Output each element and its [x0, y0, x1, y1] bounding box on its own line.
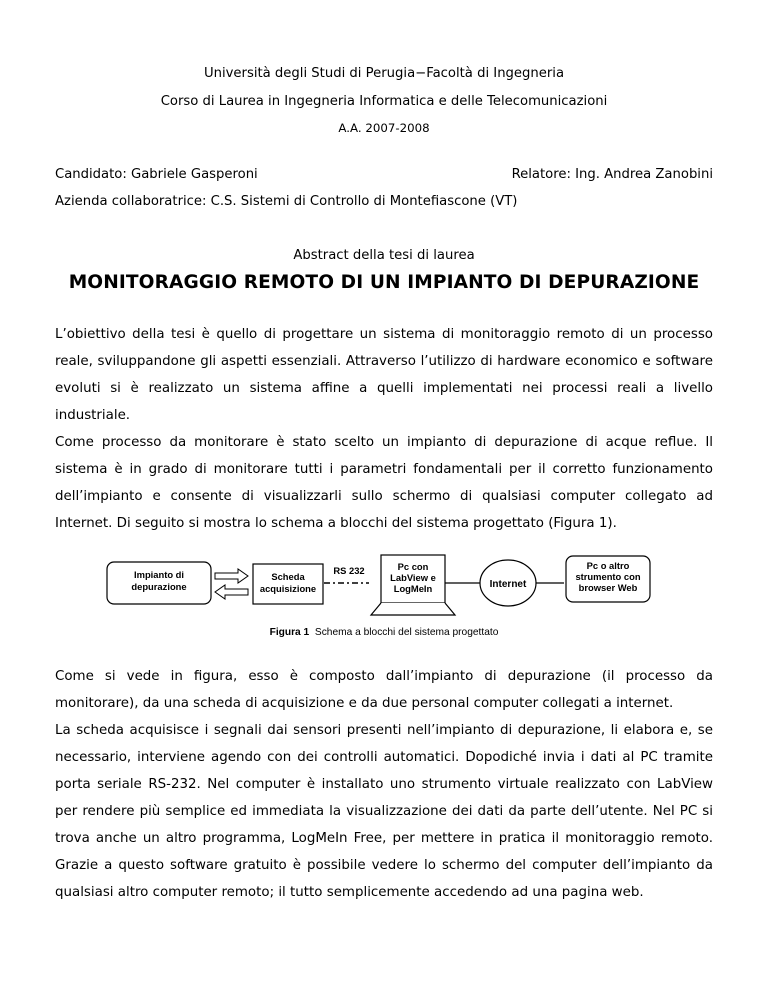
laptop-base-icon: [371, 603, 455, 615]
supervisor: Relatore: Ing. Andrea Zanobini: [511, 167, 713, 182]
text-line: La scheda acquisisce i segnali dai sensori presenti nell’impianto di depurazione, li elabora e, se: [55, 723, 713, 738]
text-line: monitorare), da una scheda di acquisizione e da due personal computer collegati a internet.: [55, 696, 674, 711]
block-pc-label-2: LabView e: [390, 572, 436, 583]
paragraph-objective: [55, 321, 713, 429]
text-line: L’obiettivo della tesi è quello di progettare un sistema di monitoraggio remoto di un processo: [55, 327, 713, 342]
text-line: Come si vede in figura, esso è composto dall’impianto di depurazione (il processo da: [55, 669, 713, 684]
block-remote-label-2: strumento con: [575, 571, 641, 582]
text-line: dell’impianto e consente di visualizzarli sullo schermo di qualsiasi computer collegato ad: [55, 489, 713, 504]
block-plant: [107, 562, 211, 604]
text-line: Come processo da monitorare è stato scelto un impianto di depurazione di acque reflue. Il: [55, 435, 713, 450]
text-line: qualsiasi altro computer remoto; il tutto semplicemente accedendo ad una pagina web.: [55, 885, 644, 900]
text-line: Internet. Di seguito si mostra lo schema a blocchi del sistema progettato (Figura 1).: [55, 516, 617, 531]
course-line: Corso di Laurea in Ingegneria Informatica e delle Telecomunicazioni: [160, 94, 608, 109]
block-pc-label-3: LogMeIn: [393, 583, 433, 594]
block-remote-label-1: Pc o altro: [586, 560, 630, 571]
paragraph-composition: [55, 663, 713, 717]
text-line: per rendere più semplice ed immediata la visualizzazione dei dati da parte dell’utente. Nel PC si: [55, 804, 713, 819]
text-line: porta seriale RS-232. Nel computer è installato uno strumento virtuale realizzato con LabView: [55, 777, 713, 792]
block-remote-label-3: browser Web: [578, 582, 638, 593]
candidate: Candidato: Gabriele Gasperoni: [55, 167, 258, 182]
abstract-subtitle: Abstract della tesi di laurea: [293, 248, 475, 263]
text-line: evoluti si è realizzato un sistema affine a quelli implementati nei processi reali a livello: [55, 381, 713, 396]
text-line: Grazie a questo software gratuito è possibile vedere lo schermo del computer dell’impianto da: [55, 858, 713, 873]
university-line: Università degli Studi di Perugia−Facoltà di Ingegneria: [203, 66, 565, 81]
block-plant-label-2: depurazione: [131, 581, 187, 592]
block-pc-label-1: Pc con: [397, 561, 429, 572]
figure-text: Schema a blocchi del sistema progettato: [314, 627, 499, 638]
paragraph-board: [55, 717, 713, 906]
block-board-label-1: Scheda: [271, 571, 305, 582]
arrow-right-icon: [215, 569, 248, 583]
bidirectional-arrows: [215, 569, 248, 599]
figure-label: Figura 1: [269, 627, 310, 638]
rs232-label: RS 232: [333, 565, 365, 576]
block-plant-label-1: Impianto di: [134, 569, 184, 580]
thesis-title: MONITORAGGIO REMOTO DI UN IMPIANTO DI DEPURAZIONE: [68, 272, 700, 293]
paragraph-process: [55, 429, 713, 537]
text-line: reale, sviluppandone gli aspetti essenziali. Attraverso l’utilizzo di hardware economico e software: [55, 354, 713, 369]
block-board: [253, 564, 323, 604]
block-board-label-2: acquisizione: [259, 583, 317, 594]
block-pc: [371, 555, 455, 615]
block-remote: [566, 556, 650, 602]
text-line: sistema è in grado di monitorare tutti i parametri fondamentali per il corretto funzionamento: [55, 462, 713, 477]
block-diagram: [0, 545, 768, 625]
block-internet: [480, 560, 536, 606]
company: Azienda collaboratrice: C.S. Sistemi di Controllo di Montefiascone (VT): [55, 194, 518, 209]
arrow-left-icon: [215, 585, 248, 599]
text-line: trova anche un altro programma, LogMeIn Free, per mettere in pratica il monitoraggio remoto.: [55, 831, 713, 846]
text-line: industriale.: [55, 408, 131, 423]
academic-year: A.A. 2007-2008: [338, 121, 430, 135]
figure-caption: [0, 627, 768, 638]
text-line: necessario, interviene agendo con dei controlli automatici. Dopodiché invia i dati al PC tramite: [55, 750, 713, 765]
block-internet-label: Internet: [489, 579, 527, 590]
rs232-link: [324, 565, 369, 583]
